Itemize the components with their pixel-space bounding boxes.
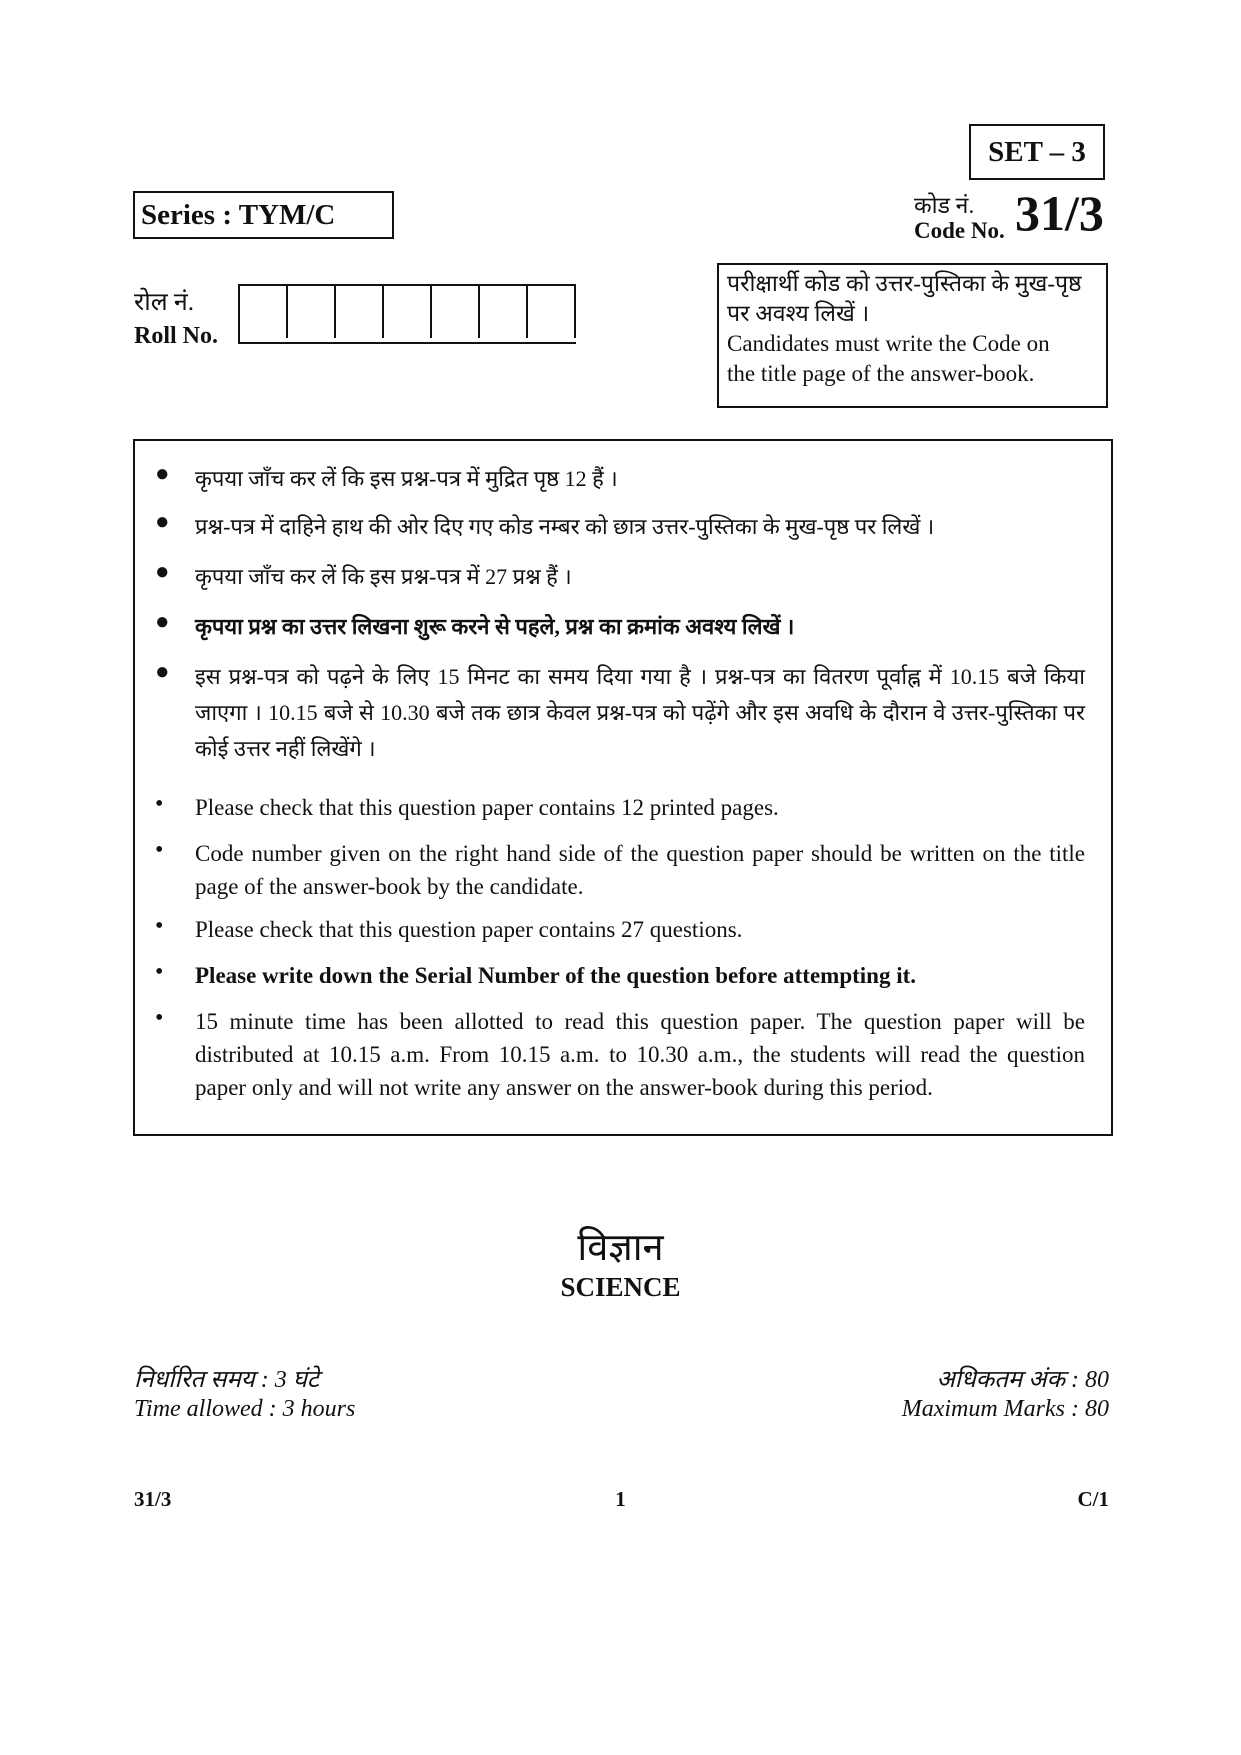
roll-label-english: Roll No. (134, 323, 218, 349)
footer-code: 31/3 (134, 1487, 172, 1511)
bullet-icon: • (155, 959, 164, 985)
instruction-item: • Code number given on the right hand side of the question paper should be written on the title page of the answer-book by the candidate. (155, 837, 1085, 899)
candidate-note-line: पर अवश्य लिखें । (727, 301, 870, 326)
bullet-icon: ● (155, 559, 170, 585)
code-label-hindi: कोड नं. (914, 193, 975, 218)
series-label: Series : TYM/C (133, 191, 394, 239)
roll-digit-box[interactable] (480, 286, 528, 338)
candidate-note-line: Candidates must write the Code on (727, 331, 1050, 356)
roll-digit-box[interactable] (384, 286, 432, 338)
roll-digit-box[interactable] (336, 286, 384, 338)
instruction-item: ● इस प्रश्न-पत्र को पढ़ने के लिए 15 मिनट का समय दिया गया है । प्रश्न-पत्र का वितरण पूर्वाह्न में 10.15 बजे किया जाएगा । 10.15 बजे से 10.30 बजे तक छात्र केवल प्रश्न-पत्र को पढ़ेंगे और इस अवधि के दौरान वे उत्तर-पुस्तिका पर कोई उत्तर नहीं लिखेंगे । (155, 659, 1085, 761)
code-number: 31/3 (1015, 185, 1104, 241)
bullet-icon: ● (155, 609, 170, 635)
roll-number-boxes[interactable] (238, 284, 576, 344)
roll-digit-box[interactable] (528, 286, 576, 338)
roll-digit-box[interactable] (432, 286, 480, 338)
roll-label-hindi: रोल नं. (134, 289, 195, 316)
bullet-icon: • (155, 837, 164, 863)
instruction-item: • Please check that this question paper contains 27 questions. (155, 913, 743, 942)
instruction-item: ● कृपया जाँच कर लें कि इस प्रश्न-पत्र में मुद्रित पृष्ठ 12 हैं । (155, 461, 618, 491)
code-label-english: Code No. (914, 218, 1005, 243)
page-number: 1 (615, 1487, 626, 1511)
instruction-item: • 15 minute time has been allotted to read this question paper. The question paper will be distributed at 10.15 a.m. From 10.15 a.m. to 10.30 a.m., the students will read the question paper only and will not write any answer on the answer-book during this period. (155, 1005, 1085, 1100)
bullet-icon: • (155, 791, 164, 817)
maximum-marks-english: Maximum Marks : 80 (901, 1396, 1109, 1422)
candidate-note-line: परीक्षार्थी कोड को उत्तर-पुस्तिका के मुख-पृष्ठ (727, 271, 1082, 296)
instruction-item: ● प्रश्न-पत्र में दाहिने हाथ की ओर दिए गए कोड नम्बर को छात्र उत्तर-पुस्तिका के मुख-पृष्ठ पर लिखें । (155, 509, 935, 539)
roll-digit-box[interactable] (240, 286, 288, 338)
subject-title-english: SCIENCE (560, 1272, 681, 1302)
instruction-item: • Please write down the Serial Number of the question before attempting it. (155, 959, 917, 988)
set-label: SET – 3 (969, 124, 1105, 180)
bullet-icon: • (155, 1005, 164, 1031)
bullet-icon: • (155, 913, 164, 939)
instruction-item: ● कृपया जाँच कर लें कि इस प्रश्न-पत्र में 27 प्रश्न हैं । (155, 559, 572, 589)
footer-set-code: C/1 (1077, 1487, 1109, 1511)
bullet-icon: ● (155, 509, 170, 535)
instructions-box (133, 439, 1113, 1136)
roll-digit-box[interactable] (288, 286, 336, 338)
bullet-icon: ● (155, 659, 170, 685)
candidate-note-box (717, 263, 1108, 408)
bullet-icon: ● (155, 461, 170, 487)
instruction-item: ● कृपया प्रश्न का उत्तर लिखना शुरू करने से पहले, प्रश्न का क्रमांक अवश्य लिखें । (155, 609, 795, 639)
candidate-note-line: the title page of the answer-book. (727, 361, 1035, 386)
maximum-marks-hindi: अधिकतम अंक : 80 (936, 1367, 1109, 1393)
time-allowed-english: Time allowed : 3 hours (134, 1396, 356, 1422)
instruction-item: • Please check that this question paper contains 12 printed pages. (155, 791, 779, 820)
subject-title-hindi: विज्ञान (577, 1227, 664, 1269)
time-allowed-hindi: निर्धारित समय : 3 घंटे (134, 1367, 319, 1393)
